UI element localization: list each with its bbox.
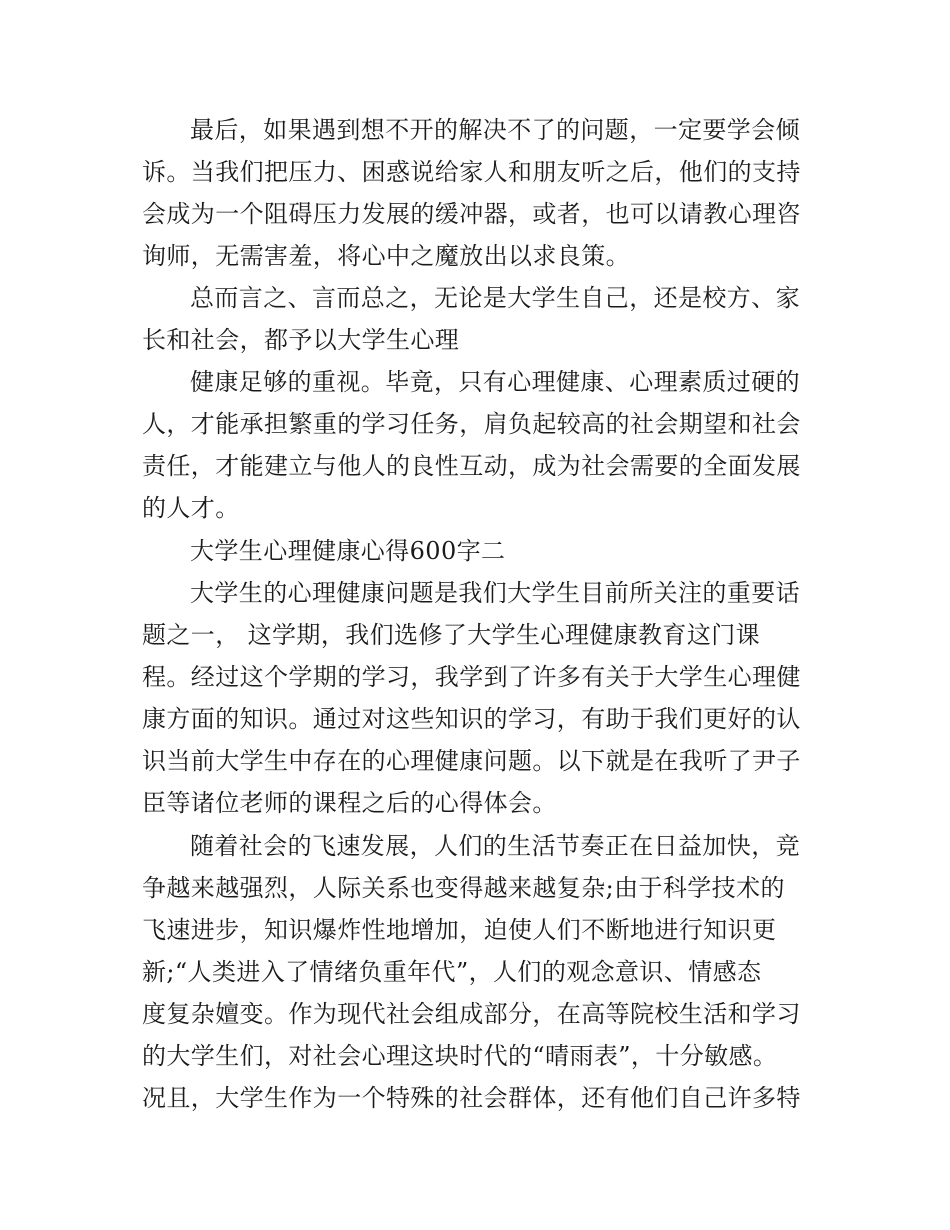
text-line: 诉。当我们把压力、困惑说给家人和朋友听之后，他们的支持 <box>142 158 801 186</box>
text-line: 责任，才能建立与他人的良性互动，成为社会需要的全面发展 <box>142 452 801 480</box>
section-heading: 大学生心理健康心得600字二 <box>190 537 506 565</box>
text-line: 争越来越强烈，人际关系也变得越来越复杂;由于科学技术的 <box>142 874 785 902</box>
text-line: 大学生的心理健康问题是我们大学生目前所关注的重要话 <box>190 579 800 607</box>
text-line: 总而言之、言而总之，无论是大学生自己，还是校方、家 <box>190 284 800 312</box>
text-line: 随着社会的飞速发展，人们的生活节奏正在日益加快，竞 <box>190 832 800 860</box>
text-line: 会成为一个阻碍压力发展的缓冲器，或者，也可以请教心理咨 <box>142 200 801 228</box>
text-line: 题之一， 这学期，我们选修了大学生心理健康教育这门课 <box>142 621 761 649</box>
text-line: 度复杂嬗变。作为现代社会组成部分，在高等院校生活和学习 <box>142 1000 801 1028</box>
text-line: 健康足够的重视。毕竟，只有心理健康、心理素质过硬的 <box>190 368 800 396</box>
text-line: 长和社会，都予以大学生心理 <box>142 326 460 354</box>
text-line: 的人才。 <box>142 494 240 522</box>
text-line: 询师，无需害羞，将心中之魔放出以求良策。 <box>142 242 630 270</box>
text-line: 人，才能承担繁重的学习任务，肩负起较高的社会期望和社会 <box>142 410 801 438</box>
text-line: 最后，如果遇到想不开的解决不了的问题，一定要学会倾 <box>190 116 800 144</box>
text-line: 康方面的知识。通过对这些知识的学习，有助于我们更好的认 <box>142 705 801 733</box>
text-line: 况且，大学生作为一个特殊的社会群体，还有他们自己许多特 <box>142 1084 801 1112</box>
text-line: 新;“人类进入了情绪负重年代”，人们的观念意识、情感态 <box>142 958 762 986</box>
text-line: 识当前大学生中存在的心理健康问题。以下就是在我听了尹子 <box>142 747 801 775</box>
text-line: 程。经过这个学期的学习，我学到了许多有关于大学生心理健 <box>142 663 801 691</box>
text-line: 飞速进步，知识爆炸性地增加，迫使人们不断地进行知识更 <box>142 916 777 944</box>
text-line: 臣等诸位老师的课程之后的心得体会。 <box>142 789 557 817</box>
text-line: 的大学生们，对社会心理这块时代的“晴雨表”，十分敏感。 <box>142 1042 778 1070</box>
